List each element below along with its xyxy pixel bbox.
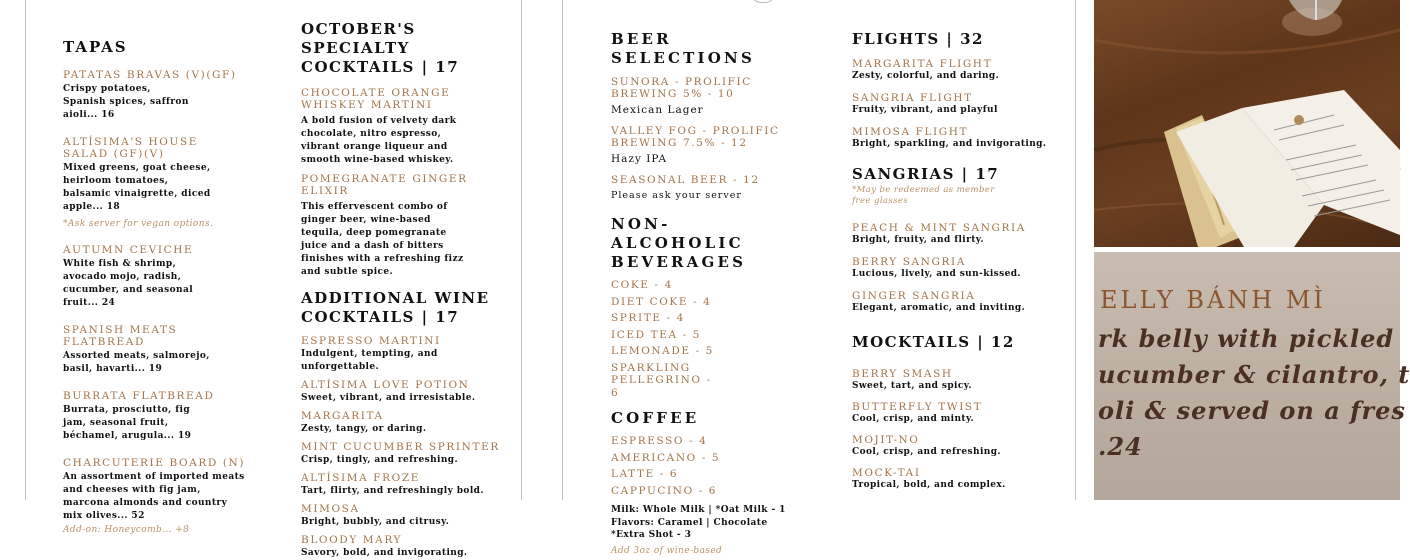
item-desc: Crispy potatoes, Spanish spices, saffron aioli... 16 [63,84,189,120]
flights-title: FLIGHTS | 32 [852,30,984,48]
item-name: CHARCUTERIE BOARD (N) [63,457,246,469]
item-desc: Zesty, colorful, and daring. [852,71,1000,81]
menu-item [301,410,511,436]
item-desc: Zesty, tangy, or daring. [301,424,427,434]
tapas-title: TAPAS [63,38,128,56]
item-desc: Indulgent, tempting, and unforgettable. [301,349,438,372]
menu-item [852,92,1052,117]
drink-item: SPARKLING PELLEGRINO - 6 [611,361,712,399]
menu-item [63,69,263,122]
drink-item: ESPRESSO - 4 [611,435,708,447]
closeup-heading: ELLY BÁNH MÌ [1100,286,1326,314]
item-name: BURRATA FLATBREAD [63,390,215,402]
menu-item [852,256,1052,281]
tapas-column [63,38,263,536]
menu-item [301,173,511,279]
menu-item [301,441,511,467]
item-name: BERRY SANGRIA [852,256,966,268]
coffee-title: COFFEE [611,409,700,427]
item-name: PATATAS BRAVAS (V)(GF) [63,69,237,81]
item-name: SEASONAL BEER - 12 [611,174,760,186]
item-desc: Savory, bold, and invigorating. [301,548,468,558]
item-name: ALTÍSIMA'S HOUSE SALAD (GF)(V) [63,136,199,160]
item-desc: White fish & shrimp, avocado mojo, radish, cucumber, and seasonal fruit... 24 [63,259,194,308]
item-desc: Cool, crisp, and refreshing. [852,447,1001,457]
menu-item [852,467,1052,492]
drink-item: ICED TEA - 5 [611,328,701,341]
item-name: MIMOSA FLIGHT [852,126,969,138]
item-name: MOCK-TAI [852,467,921,479]
menu-item [63,136,263,230]
specialty-title: OCTOBER'S SPECIALTY COCKTAILS | 17 [301,20,460,76]
closeup-line: oli & served on a fres [1098,396,1406,425]
non-alcoholic-title: NON-ALCOHOLIC BEVERAGES [611,215,747,271]
item-name: MINT CUCUMBER SPRINTER [301,441,500,453]
item-desc: Tart, flirty, and refreshingly bold. [301,486,484,496]
drink-item: SPRITE - 4 [611,312,685,324]
item-note: Add-on: Honeycomb... +8 [63,525,190,535]
drink-item: CAPPUCINO - 6 [611,484,718,497]
item-name: MARGARITA [301,410,384,422]
item-desc: An assortment of imported meats and cheeses with fig jam, marcona almonds and country mix olives... 52 [63,472,245,521]
coffee-extra-shot: *Extra Shot - 3 [611,530,692,540]
item-desc: Crisp, tingly, and refreshing. [301,455,459,465]
item-desc: Fruity, vibrant, and playful [852,105,998,115]
item-desc: Hazy IPA [611,153,668,165]
item-name: PEACH & MINT SANGRIA [852,222,1026,234]
menu-page-food [25,0,522,558]
item-name: CHOCOLATE ORANGE WHISKEY MARTINI [301,87,451,111]
item-desc: This effervescent combo of ginger beer, wine-based tequila, deep pomegranate juice and a dash of bitters finishes with a refreshing fizz and subtle spice. [301,202,464,277]
menu-item [611,125,811,166]
item-desc: Elegant, aromatic, and inviting. [852,303,1026,313]
item-name: VALLEY FOG - PROLIFIC BREWING 7.5% - 12 [611,125,780,149]
menu-item [301,379,511,405]
coffee-note: Add 3oz of wine-based [611,545,723,556]
item-name: MIMOSA [301,503,360,515]
menu-item [852,368,1052,393]
item-note: *Ask server for vegan options. [63,219,214,229]
logo-mark [751,0,775,3]
menu-item [301,503,511,529]
sangrias-note: *May be redeemed as member free glasses [852,185,995,206]
menu-item [63,324,263,376]
item-name: ALTÍSIMA LOVE POTION [301,379,470,391]
beer-title: BEER SELECTIONS [611,30,755,67]
item-name: MARGARITA FLIGHT [852,58,993,70]
item-name: BERRY SMASH [852,368,953,380]
item-desc: Bright, fruity, and flirty. [852,235,984,245]
item-desc: Mixed greens, goat cheese, heirloom tomatoes, balsamic vinaigrette, diced apple... 18 [63,163,211,212]
cocktails-column [301,20,511,560]
closeup-line: .24 [1098,432,1143,461]
menu-closeup-photo [1094,252,1410,500]
drink-item: LATTE - 6 [611,468,679,480]
coffee-milk: Milk: Whole Milk | *Oat Milk - 1 [611,505,786,515]
coffee-flavors: Flavors: Caramel | Chocolate [611,517,768,528]
drink-item: COKE - 4 [611,279,673,291]
item-desc: Bright, bubbly, and citrusy. [301,517,450,527]
menu-item [301,534,511,560]
item-desc: Tropical, bold, and complex. [852,480,1006,490]
beverages-column [611,30,811,557]
menu-item [63,244,263,310]
item-name: POMEGRANATE GINGER ELIXIR [301,173,468,197]
item-name: GINGER SANGRIA [852,290,976,302]
menu-item [852,58,1052,83]
item-name: SPANISH MEATS FLATBREAD [63,324,178,348]
item-name: ESPRESSO MARTINI [301,335,441,347]
menu-item [301,335,511,374]
menu-item [63,457,263,536]
mocktails-title: MOCKTAILS | 12 [852,333,1015,351]
item-desc: Sweet, tart, and spicy. [852,381,972,391]
drink-item: DIET COKE - 4 [611,295,712,308]
menu-item [611,174,811,203]
item-desc: Bright, sparkling, and invigorating. [852,139,1047,149]
menu-item [301,87,511,167]
item-name: BLOODY MARY [301,534,403,546]
menu-item [852,126,1052,151]
item-name: MOJIT-NO [852,434,920,446]
sangrias-title: SANGRIAS | 17 [852,165,1000,183]
menu-item [852,401,1052,426]
menu-item [611,76,811,117]
menu-item [852,222,1052,247]
menu-page-drinks [562,0,1076,556]
closeup-line: ucumber & cilantro, t [1098,360,1410,389]
item-desc: Sweet, vibrant, and irresistable. [301,393,476,403]
menu-item [63,390,263,443]
wine-cocktails-title: ADDITIONAL WINE COCKTAILS | 17 [301,289,490,326]
menu-item [852,434,1052,459]
table-scene-illustration [1094,0,1400,247]
coffee-list [611,433,811,499]
menu-item [301,472,511,498]
item-desc: Burrata, prosciutto, fig jam, seasonal fruit, béchamel, arugula... 19 [63,405,192,441]
table-photo [1094,0,1400,247]
item-desc: Assorted meats, salmorejo, basil, havarti... 19 [63,351,210,374]
item-name: ALTÍSIMA FROZE [301,472,421,484]
item-desc: Please ask your server [611,190,742,201]
item-name: SUNORA - PROLIFIC BREWING 5% - 10 [611,76,752,100]
item-desc: A bold fusion of velvety dark chocolate, nitro espresso, vibrant orange liqueur and smooth wine-based whiskey. [301,116,457,165]
non-alcoholic-list [611,277,811,399]
menu-item [852,290,1052,315]
closeup-line: rk belly with pickled [1098,324,1395,353]
item-desc: Cool, crisp, and minty. [852,414,975,424]
item-name: BUTTERFLY TWIST [852,401,983,413]
item-name: SANGRIA FLIGHT [852,92,973,104]
flights-column [852,30,1052,492]
item-desc: Mexican Lager [611,104,704,116]
drink-item: LEMONADE - 5 [611,345,714,357]
item-desc: Lucious, lively, and sun-kissed. [852,269,1021,279]
drink-item: AMERICANO - 5 [611,451,721,464]
item-name: AUTUMN CEVICHE [63,244,194,256]
